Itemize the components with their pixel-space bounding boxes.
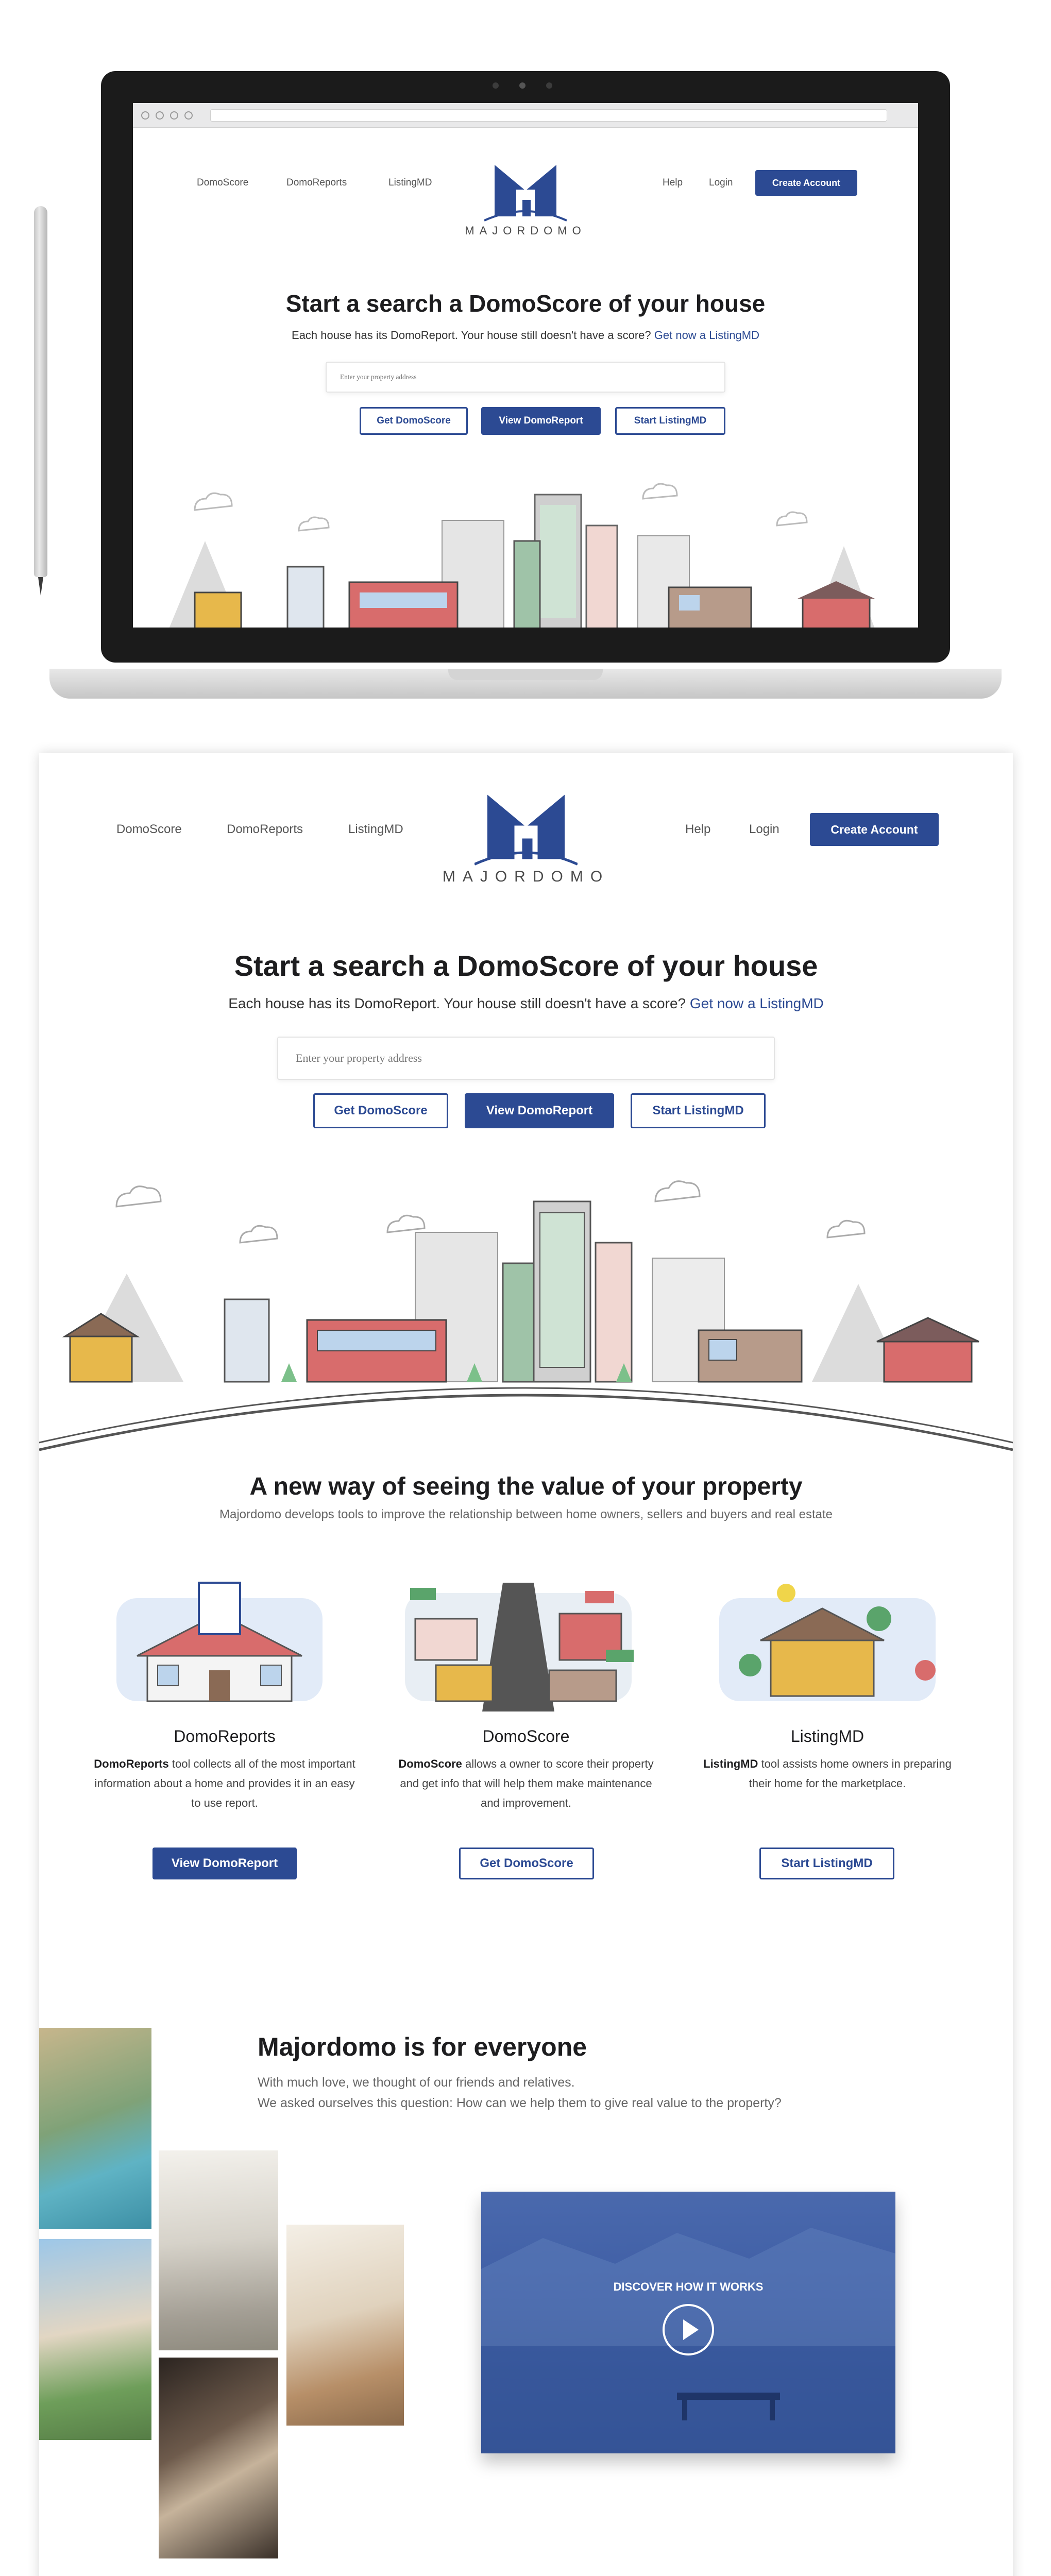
feature-view-domoreport-button[interactable]: View DomoReport — [152, 1848, 297, 1879]
website-page — [39, 753, 1013, 2576]
page-logo-wordmark: MAJORDOMO — [442, 868, 610, 885]
city-illustration — [133, 464, 918, 628]
page-city-illustration — [39, 1165, 1013, 1454]
feature-domoreports-title: DomoReports — [174, 1727, 276, 1745]
property-search-box — [326, 362, 725, 393]
feature-domoscore-text: allows a owner to score their property and get info that will help them make maintenance and improvement. — [400, 1757, 654, 1809]
majordomo-logo-icon — [484, 160, 567, 222]
feature-listingmd — [693, 1727, 961, 1793]
page-view-domoreport-button[interactable]: View DomoReport — [465, 1093, 614, 1128]
laptop-mockup — [0, 0, 1051, 721]
laptop-notch — [448, 669, 603, 680]
get-domoscore-button[interactable]: Get DomoScore — [360, 407, 468, 435]
everyone-title: Majordomo is for everyone — [258, 2032, 587, 2061]
nav-help-link[interactable]: Help — [663, 177, 683, 188]
stylus-pen — [34, 206, 47, 577]
page-hero-subtitle — [39, 995, 1013, 1012]
feature-domoscore-title: DomoScore — [482, 1727, 570, 1745]
page-hero-title: Start a search a DomoScore of your house — [234, 950, 818, 982]
page-get-domoscore-button[interactable]: Get DomoScore — [313, 1093, 448, 1128]
page-start-listingmd-button[interactable]: Start ListingMD — [631, 1093, 766, 1128]
domoreports-illustration — [106, 1578, 333, 1711]
feature-domoreports-desc — [91, 1754, 359, 1813]
feature-domoreports — [91, 1727, 359, 1813]
browser-address-bar[interactable] — [210, 109, 887, 122]
page-nav-help-link[interactable]: Help — [685, 822, 711, 836]
domoscore-illustration — [400, 1572, 637, 1717]
feature-domoscore-bold: DomoScore — [398, 1757, 462, 1770]
play-icon — [665, 2306, 712, 2353]
page-nav-domoreports-link[interactable]: DomoReports — [227, 822, 303, 836]
feature-listingmd-bold: ListingMD — [703, 1757, 758, 1770]
photo-pool-house — [39, 2028, 151, 2229]
feature-listingmd-text: tool assists home owners in preparing their home for the marketplace. — [749, 1757, 952, 1790]
photo-modern-home — [159, 2150, 278, 2350]
feature-start-listingmd-button[interactable]: Start ListingMD — [759, 1848, 894, 1879]
hero-title: Start a search a DomoScore of your house — [285, 290, 766, 317]
photo-couple — [286, 2225, 404, 2426]
laptop-screen — [133, 103, 918, 628]
view-domoreport-button[interactable]: View DomoReport — [481, 407, 601, 435]
camera-dot — [493, 82, 499, 89]
page-create-account-button[interactable]: Create Account — [810, 813, 939, 846]
feature-domoreports-text: tool collects all of the most important information about a home and provides it in an easy to use report. — [94, 1757, 355, 1809]
hero-subtitle — [133, 329, 918, 342]
feature-domoreports-bold: DomoReports — [94, 1757, 169, 1770]
play-button[interactable] — [663, 2304, 714, 2355]
page-nav-domoscore-link[interactable]: DomoScore — [116, 822, 182, 836]
nav-listingmd-link[interactable]: ListingMD — [388, 177, 432, 188]
features-title: A new way of seeing the value of your property — [249, 1473, 803, 1500]
listingmd-illustration — [709, 1578, 946, 1711]
feature-listingmd-desc — [693, 1754, 961, 1793]
everyone-line1: With much love, we thought of our friends and relatives. — [258, 2075, 575, 2090]
browser-controls — [141, 111, 193, 120]
page-nav-login-link[interactable]: Login — [749, 822, 779, 836]
page-hero-listingmd-link[interactable]: Get now a ListingMD — [689, 995, 824, 1011]
start-listingmd-button[interactable]: Start ListingMD — [615, 407, 725, 435]
page-property-search-box — [277, 1037, 775, 1080]
create-account-button[interactable]: Create Account — [755, 170, 857, 196]
laptop-lid — [101, 71, 950, 663]
laptop-base — [49, 669, 1002, 699]
page-logo[interactable] — [428, 788, 624, 886]
nav-login-link[interactable]: Login — [709, 177, 733, 188]
photo-family — [39, 2239, 151, 2440]
page-hero-subtitle-text: Each house has its DomoReport. Your house still doesn't have a score? — [228, 995, 686, 1011]
feature-domoscore — [392, 1727, 660, 1813]
page-property-address-input[interactable] — [296, 1038, 756, 1079]
browser-toolbar — [133, 103, 918, 128]
nav-domoscore-link[interactable]: DomoScore — [197, 177, 249, 188]
logo[interactable] — [453, 160, 598, 238]
feature-get-domoscore-button[interactable]: Get DomoScore — [459, 1848, 594, 1879]
video-card[interactable] — [481, 2192, 895, 2453]
feature-domoscore-desc — [392, 1754, 660, 1813]
hero-subtitle-text: Each house has its DomoReport. Your house still doesn't have a score? — [292, 329, 651, 342]
nav-domoreports-link[interactable]: DomoReports — [286, 177, 347, 188]
logo-wordmark: MAJORDOMO — [465, 224, 586, 237]
camera-icon — [519, 82, 526, 89]
page-majordomo-logo-icon — [474, 788, 578, 866]
video-label: DISCOVER HOW IT WORKS — [613, 2280, 764, 2293]
photo-keys — [159, 2358, 278, 2558]
hero-listingmd-link[interactable]: Get now a ListingMD — [654, 329, 759, 342]
everyone-line2: We asked ourselves this question: How can we help them to give real value to the property? — [258, 2096, 782, 2110]
property-address-input[interactable] — [340, 363, 711, 392]
feature-listingmd-title: ListingMD — [790, 1727, 864, 1745]
page-nav-listingmd-link[interactable]: ListingMD — [348, 822, 403, 836]
sensor-dot — [546, 82, 552, 89]
features-subtitle: Majordomo develops tools to improve the relationship between home owners, sellers and buyers and real estate — [219, 1507, 833, 1521]
